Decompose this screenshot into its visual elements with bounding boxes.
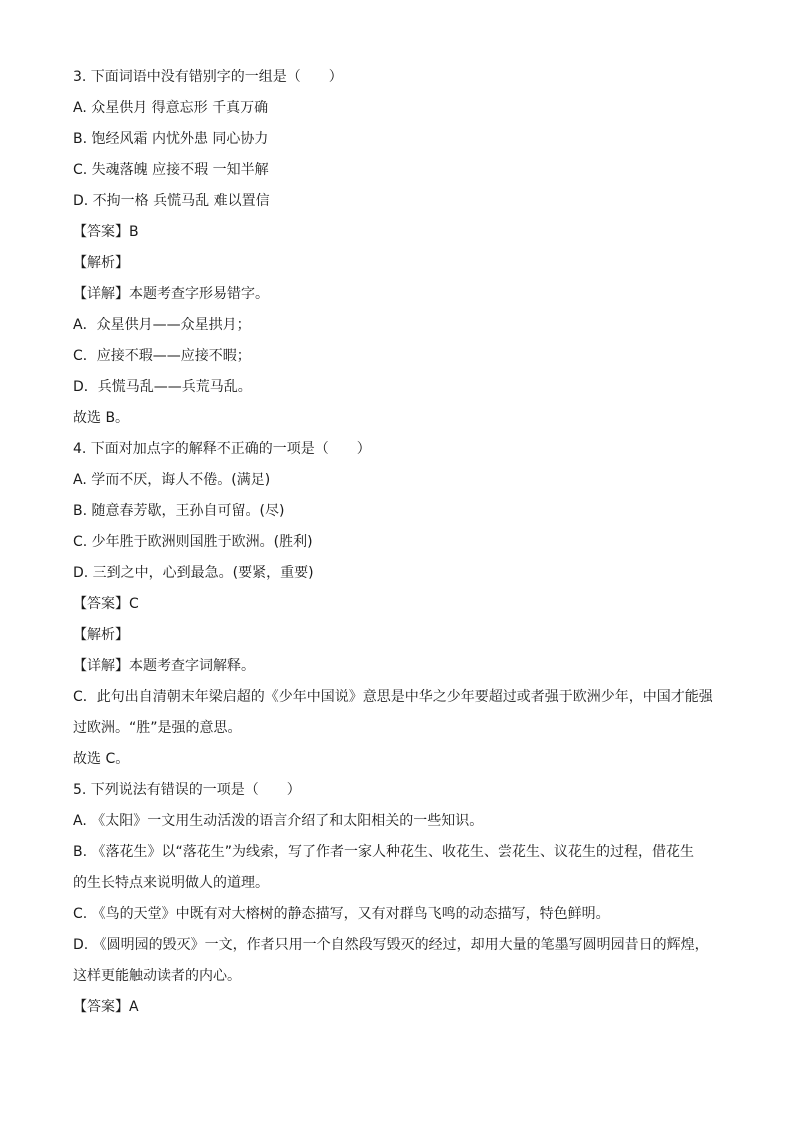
question-5-option-a: A. 《太阳》一文用生动活泼的语言介绍了和太阳相关的一些知识。 bbox=[73, 813, 484, 829]
question-3-option-c: C. 失魂落魄 应接不瑕 一知半解 bbox=[73, 162, 269, 178]
question-5-option-d-line-1: D. 《圆明园的毁灭》一文，作者只用一个自然段写毁灭的经过，却用大量的笔墨写圆明园昔日的辉煌， bbox=[73, 937, 709, 953]
question-4-option-b: B. 随意春芳歇，王孙自可留。(尽) bbox=[73, 503, 285, 519]
question-3-stem: 3. 下面词语中没有错别字的一组是（ ） bbox=[73, 69, 343, 85]
question-4-analysis-label: 【解析】 bbox=[73, 627, 129, 643]
question-4-explanation-line-2: 过欧洲。“胜”是强的意思。 bbox=[73, 720, 242, 736]
question-4-conclusion: 故选 C。 bbox=[73, 751, 130, 767]
question-5-option-d-line-2: 这样更能触动读者的内心。 bbox=[73, 968, 241, 984]
question-5-option-c: C. 《鸟的天堂》中既有对大榕树的静态描写，又有对群鸟飞鸣的动态描写，特色鲜明。 bbox=[73, 906, 610, 922]
question-5-stem: 5. 下列说法有错误的一项是（ ） bbox=[73, 782, 301, 798]
question-3-answer: 【答案】B bbox=[73, 224, 139, 240]
question-4-answer: 【答案】C bbox=[73, 596, 139, 612]
question-4-stem: 4. 下面对加点字的解释不正确的一项是（ ） bbox=[73, 441, 371, 457]
question-4-option-c: C. 少年胜于欧洲则国胜于欧洲。(胜利) bbox=[73, 534, 313, 550]
question-3-option-b: B. 饱经风霜 内忧外患 同心协力 bbox=[73, 131, 269, 147]
question-3-explanation-c: C．应接不瑕——应接不暇； bbox=[73, 348, 251, 364]
question-3-conclusion: 故选 B。 bbox=[73, 410, 130, 426]
document-page bbox=[73, 62, 723, 1023]
question-4-option-a: A. 学而不厌，诲人不倦。(满足) bbox=[73, 472, 271, 488]
question-3-analysis-label: 【解析】 bbox=[73, 255, 129, 271]
question-4-option-d: D. 三到之中，心到最急。(要紧，重要) bbox=[73, 565, 314, 581]
question-5-option-b-line-2: 的生长特点来说明做人的道理。 bbox=[73, 875, 269, 891]
question-3-explanation-d: D．兵慌马乱——兵荒马乱。 bbox=[73, 379, 252, 395]
question-3-option-d: D. 不拘一格 兵慌马乱 难以置信 bbox=[73, 193, 270, 209]
question-4-explanation-line-1: C．此句出自清朝末年梁启超的《少年中国说》意思是中华之少年要超过或者强于欧洲少年，中国才能强 bbox=[73, 689, 713, 705]
question-3-option-a: A. 众星供月 得意忘形 千真万确 bbox=[73, 100, 269, 116]
question-3-detail: 【详解】本题考查字形易错字。 bbox=[73, 286, 269, 302]
question-5-answer: 【答案】A bbox=[73, 999, 139, 1015]
question-3-explanation-a: A．众星供月——众星拱月； bbox=[73, 317, 251, 333]
question-4-detail: 【详解】本题考查字词解释。 bbox=[73, 658, 255, 674]
question-5-option-b-line-1: B. 《落花生》以“落花生”为线索，写了作者一家人种花生、收花生、尝花生、议花生的过程，借花生 bbox=[73, 844, 695, 860]
